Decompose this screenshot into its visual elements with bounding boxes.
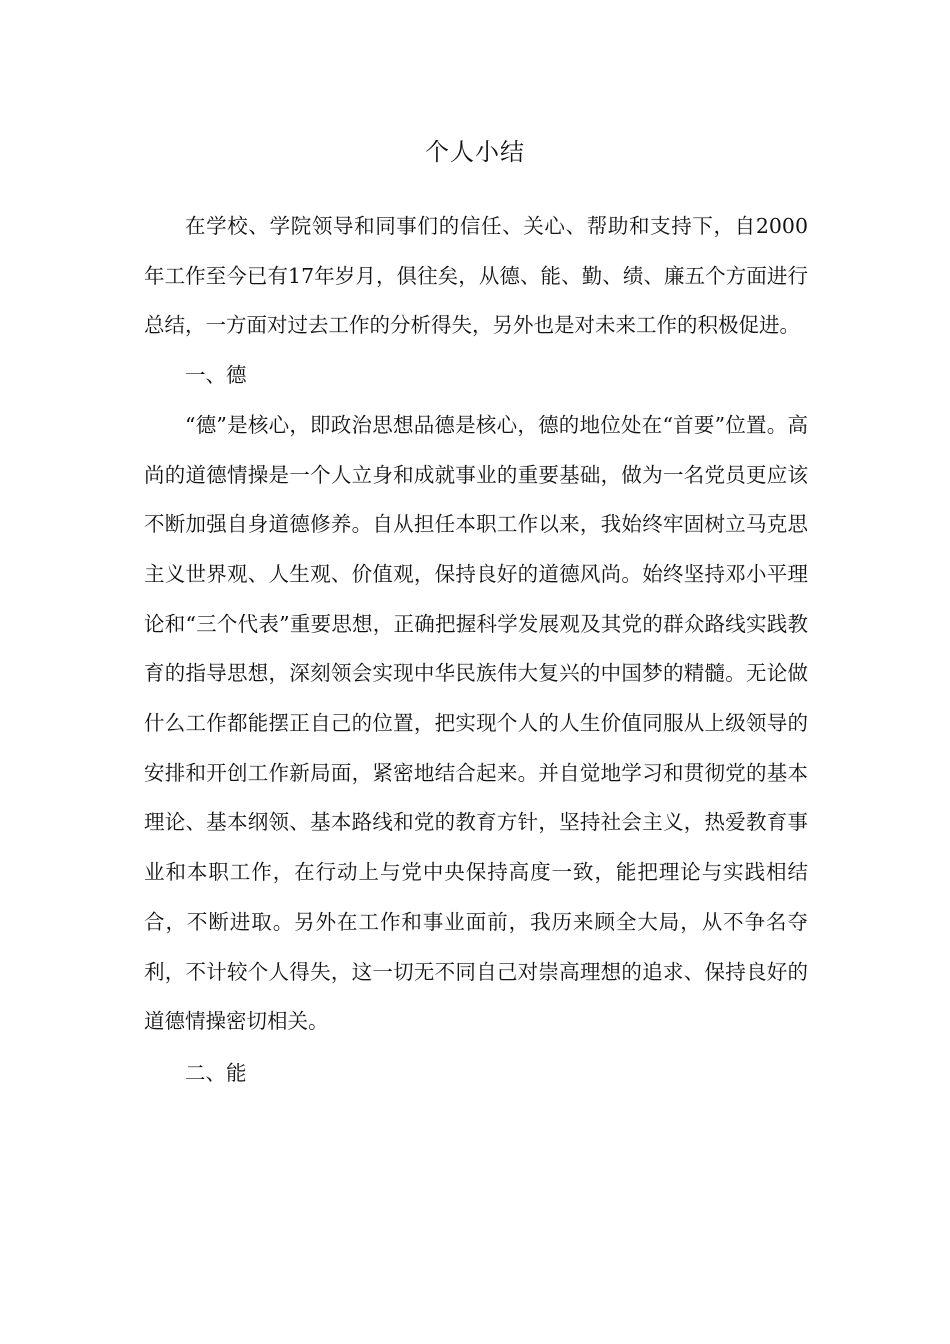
intro-paragraph: 在学校、学院领导和同事们的信任、关心、帮助和支持下，自2000年工作至今已有17年岁月，俱往矣，从德、能、勤、绩、廉五个方面进行总结，一方面对过去工作的分析得失，另外也是对未来工作的积极促进。 — [144, 214, 808, 338]
document-title: 个人小结 — [425, 138, 525, 166]
section-heading-neng: 二、能 — [185, 1060, 247, 1085]
document-body — [144, 202, 808, 1099]
de-paragraph: “德”是核心，即政治思想品德是核心，德的地位处在“首要”位置。高尚的道德情操是一个人立身和成就事业的重要基础，做为一名党员更应该不断加强自身道德修养。自从担任本职工作以来，我始终牢固树立马克思主义世界观、人生观、价值观，保持良好的道德风尚。始终坚持邓小平理论和“三个代表”重要思想，正确把握科学发展观及其党的群众路线实践教育的指导思想，深刻领会实现中华民族伟大复兴的中国梦的精髓。无论做什么工作都能摆正自己的位置，把实现个人的人生价值同服从上级领导的安排和开创工作新局面，紧密地结合起来。并自觉地学习和贯彻党的基本理论、基本纲领、基本路线和党的教育方针，坚持社会主义，热爱教育事业和本职工作，在行动上与党中央保持高度一致，能把理论与实践相结合，不断进取。另外在工作和事业面前，我历来顾全大局，从不争名夺利，不计较个人得失，这一切无不同自己对崇高理想的追求、保持良好的道德情操密切相关。 — [144, 412, 808, 1034]
section-heading-de: 一、德 — [185, 363, 247, 388]
